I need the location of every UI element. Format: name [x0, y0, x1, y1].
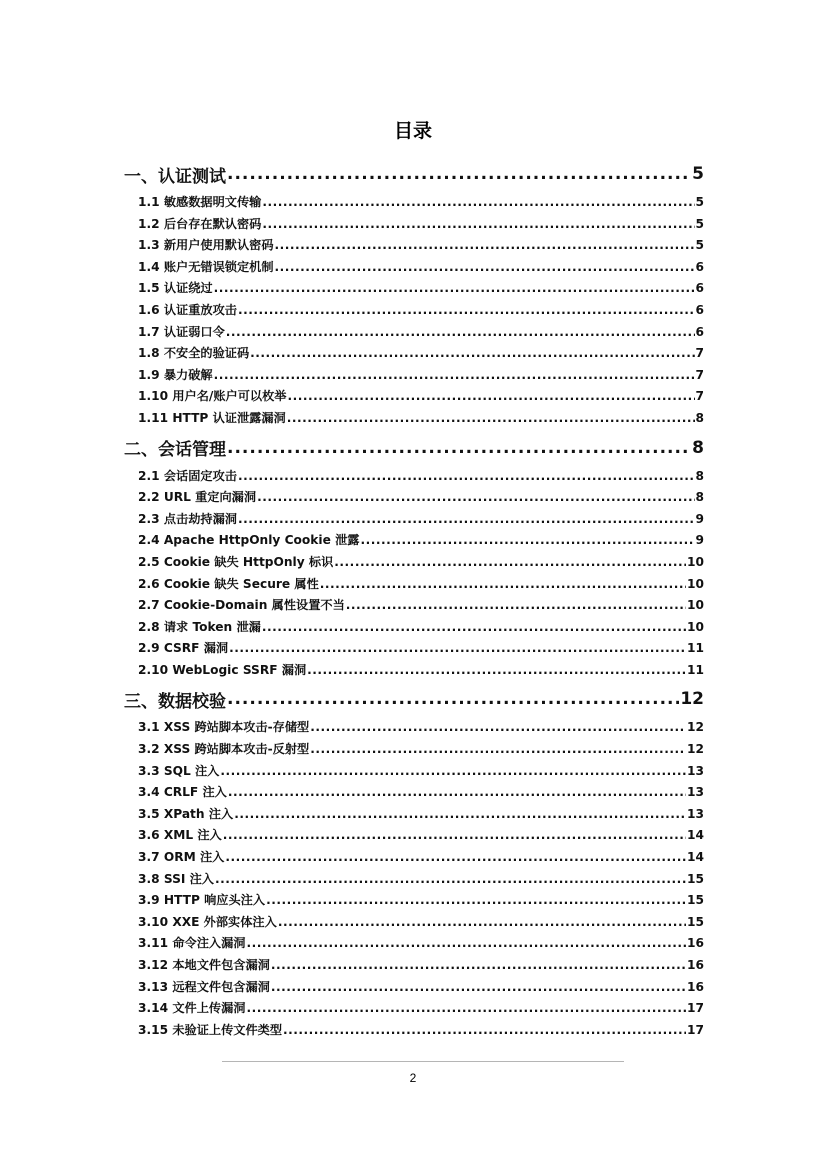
toc-entry-page: 12	[687, 742, 704, 757]
toc-entry-page: 16	[687, 936, 704, 951]
toc-entry[interactable]	[124, 890, 704, 912]
toc-entry[interactable]	[124, 847, 704, 869]
toc-entry-label: 3.13 远程文件包含漏洞	[138, 979, 270, 994]
footer-divider	[222, 1061, 624, 1062]
toc-entry-label: 3.7 ORM 注入	[138, 850, 225, 865]
toc-entry-label: 2.7 Cookie-Domain 属性设置不当	[138, 598, 345, 613]
dot-leader	[215, 869, 686, 891]
dot-leader	[287, 386, 694, 408]
toc-section-heading[interactable]	[124, 681, 704, 717]
toc-entry[interactable]	[124, 977, 704, 999]
dot-leader	[287, 408, 695, 430]
toc-entry-label: 1.4 账户无错误锁定机制	[138, 259, 274, 274]
dot-leader	[227, 689, 679, 709]
toc-entry-label: 1.5 认证绕过	[138, 281, 213, 296]
toc-entry-label: 3.15 未验证上传文件类型	[138, 1022, 283, 1037]
toc-entry[interactable]	[124, 214, 704, 236]
dot-leader	[307, 660, 686, 682]
toc-entry-page: 10	[687, 619, 704, 634]
toc-entry-label: 1.3 新用户使用默认密码	[138, 238, 274, 253]
toc-entry[interactable]	[124, 717, 704, 739]
page-number: 2	[409, 1071, 417, 1085]
dot-leader	[346, 595, 686, 617]
toc-entry-label: 2.5 Cookie 缺失 HttpOnly 标识	[138, 554, 334, 569]
dot-leader	[225, 847, 686, 869]
toc-entry-label: 3.12 本地文件包含漏洞	[138, 958, 270, 972]
toc-entry-page: 9	[695, 511, 704, 526]
toc-entry-label: 3.11 命令注入漏洞	[138, 936, 246, 951]
toc-entry[interactable]	[124, 530, 704, 552]
toc-entry-label: 1.6 认证重放攻击	[138, 302, 237, 317]
toc-entry-page: 8	[695, 490, 704, 505]
dot-leader	[271, 955, 686, 977]
toc-entry-page: 13	[687, 785, 704, 800]
toc-entry[interactable]	[124, 933, 704, 955]
toc-entry-label: 2.9 CSRF 漏洞	[138, 641, 229, 656]
toc-entry-page: 7	[695, 367, 704, 382]
dot-leader	[227, 438, 691, 458]
dot-leader	[271, 977, 686, 999]
toc-entry-page: 10	[687, 598, 704, 613]
toc-entry-label: 1.11 HTTP 认证泄露漏洞	[138, 410, 286, 425]
toc-entry-label: 3.6 XML 注入	[138, 828, 222, 843]
toc-entry-page: 10	[687, 576, 704, 591]
dot-leader	[310, 739, 686, 761]
toc-entry-page: 7	[695, 346, 704, 361]
toc-entry-page: 17	[687, 1022, 704, 1037]
dot-leader	[320, 574, 686, 596]
toc-entry-label: 二、会话管理	[124, 440, 226, 461]
toc-entry-page: 5	[695, 238, 704, 253]
toc-entry[interactable]	[124, 782, 704, 804]
toc-entry-page: 10	[687, 554, 704, 569]
toc-entry[interactable]	[124, 1020, 704, 1042]
toc-entry-label: 3.9 HTTP 响应头注入	[138, 893, 266, 908]
toc-entry-label: 3.5 XPath 注入	[138, 806, 234, 821]
toc-entry-label: 3.10 XXE 外部实体注入	[138, 914, 277, 929]
toc-entry-label: 1.1 敏感数据明文传输	[138, 195, 262, 209]
toc-entry[interactable]	[124, 998, 704, 1020]
toc-entry[interactable]	[124, 552, 704, 574]
toc-entry-label: 1.7 认证弱口令	[138, 324, 225, 339]
toc-entry[interactable]	[124, 804, 704, 826]
dot-leader	[214, 365, 695, 387]
toc-entry[interactable]	[124, 761, 704, 783]
page-title: 目录	[393, 120, 432, 142]
dot-leader	[275, 235, 695, 257]
toc-entry[interactable]	[124, 739, 704, 761]
toc-section-heading[interactable]	[124, 430, 704, 466]
dot-leader	[283, 1020, 686, 1042]
toc-entry[interactable]	[124, 617, 704, 639]
toc-entry-page: 16	[687, 958, 704, 972]
dot-leader	[334, 552, 686, 574]
toc-entry-label: 2.3 点击劫持漏洞	[138, 511, 237, 526]
dot-leader	[226, 322, 695, 344]
toc-entry[interactable]	[124, 638, 704, 660]
toc-entry-label: 3.3 SQL 注入	[138, 763, 220, 778]
toc-entry-label: 2.6 Cookie 缺失 Secure 属性	[138, 576, 319, 591]
dot-leader	[310, 717, 686, 739]
dot-leader	[262, 617, 686, 639]
toc-entry-label: 2.4 Apache HttpOnly Cookie 泄露	[138, 533, 360, 548]
toc-entry[interactable]	[124, 386, 704, 408]
toc-entry-page: 16	[687, 979, 704, 994]
toc-entry-page: 11	[687, 641, 704, 656]
toc-entry-page: 6	[695, 302, 704, 317]
toc-entry[interactable]	[124, 278, 704, 300]
toc-entry[interactable]	[124, 257, 704, 279]
toc-entry[interactable]	[124, 235, 704, 257]
toc-entry-page: 6	[695, 259, 704, 274]
toc-entry[interactable]	[124, 595, 704, 617]
dot-leader	[262, 214, 694, 236]
dot-leader	[257, 487, 694, 509]
dot-leader	[228, 782, 686, 804]
toc-entry-page: 13	[687, 806, 704, 821]
dot-leader	[246, 933, 686, 955]
toc-entry-label: 2.2 URL 重定向漏洞	[138, 490, 257, 505]
toc-entry-page: 12	[680, 689, 704, 710]
dot-leader	[234, 804, 686, 826]
dot-leader	[246, 998, 686, 1020]
dot-leader	[266, 890, 686, 912]
toc-entry-page: 8	[695, 410, 704, 425]
toc-entry-page: 14	[687, 850, 704, 865]
toc-entry-label: 2.10 WebLogic SSRF 漏洞	[138, 662, 307, 677]
toc-entry[interactable]	[124, 955, 704, 977]
dot-leader	[360, 530, 694, 552]
toc-entry-page: 15	[687, 893, 704, 908]
toc-entry-label: 2.1 会话固定攻击	[138, 468, 237, 483]
toc-section-heading[interactable]	[124, 156, 704, 192]
toc-entry[interactable]	[124, 300, 704, 322]
toc-entry-page: 5	[695, 216, 704, 231]
dot-leader	[220, 761, 686, 783]
dot-leader	[275, 257, 695, 279]
toc-entry[interactable]	[124, 487, 704, 509]
toc-entry[interactable]	[124, 192, 704, 214]
toc-entry-page: 5	[695, 195, 704, 209]
dot-leader	[238, 300, 695, 322]
toc-entry[interactable]	[124, 825, 704, 847]
toc-entry-label: 3.4 CRLF 注入	[138, 785, 227, 800]
toc-entry-label: 三、数据校验	[124, 691, 226, 712]
toc-entry[interactable]	[124, 365, 704, 387]
toc-entry-page: 7	[695, 389, 704, 404]
toc-entry-label: 2.8 请求 Token 泄漏	[138, 619, 261, 634]
dot-leader	[238, 509, 695, 531]
toc-entry-page: 11	[687, 662, 704, 677]
dot-leader	[250, 343, 694, 365]
toc-entry[interactable]	[124, 322, 704, 344]
toc-entry-label: 1.2 后台存在默认密码	[138, 216, 262, 231]
dot-leader	[227, 164, 691, 184]
toc-entry-page: 13	[687, 763, 704, 778]
toc-entry-label: 1.9 暴力破解	[138, 367, 213, 382]
toc-entry[interactable]	[124, 660, 704, 682]
table-of-contents	[124, 156, 704, 1041]
toc-entry[interactable]	[124, 912, 704, 934]
toc-entry-page: 14	[687, 828, 704, 843]
toc-entry-label: 3.8 SSI 注入	[138, 871, 214, 886]
dot-leader	[229, 638, 686, 660]
toc-entry-label: 3.1 XSS 跨站脚本攻击-存储型	[138, 720, 310, 735]
toc-entry-page: 5	[692, 164, 704, 184]
toc-entry-page: 6	[695, 281, 704, 296]
toc-entry-label: 一、认证测试	[124, 166, 226, 187]
toc-entry-label: 3.14 文件上传漏洞	[138, 1001, 246, 1016]
dot-leader	[223, 825, 686, 847]
dot-leader	[278, 912, 686, 934]
toc-entry[interactable]	[124, 869, 704, 891]
toc-entry-page: 6	[695, 324, 704, 339]
toc-entry-label: 1.10 用户名/账户可以枚举	[138, 389, 287, 404]
toc-entry-label: 1.8 不安全的验证码	[138, 346, 250, 361]
dot-leader	[238, 466, 695, 488]
toc-entry-page: 15	[687, 914, 704, 929]
toc-entry-page: 9	[695, 533, 704, 548]
toc-entry-page: 15	[687, 871, 704, 886]
toc-entry[interactable]	[124, 343, 704, 365]
dot-leader	[262, 192, 694, 214]
toc-entry-page: 17	[687, 1001, 704, 1016]
toc-entry-label: 3.2 XSS 跨站脚本攻击-反射型	[138, 742, 310, 757]
toc-entry[interactable]	[124, 509, 704, 531]
dot-leader	[214, 278, 695, 300]
toc-entry[interactable]	[124, 574, 704, 596]
toc-entry-page: 8	[695, 468, 704, 483]
toc-entry[interactable]	[124, 408, 704, 430]
toc-entry-page: 8	[692, 437, 704, 458]
toc-entry-page: 12	[687, 720, 704, 735]
toc-entry[interactable]	[124, 466, 704, 488]
